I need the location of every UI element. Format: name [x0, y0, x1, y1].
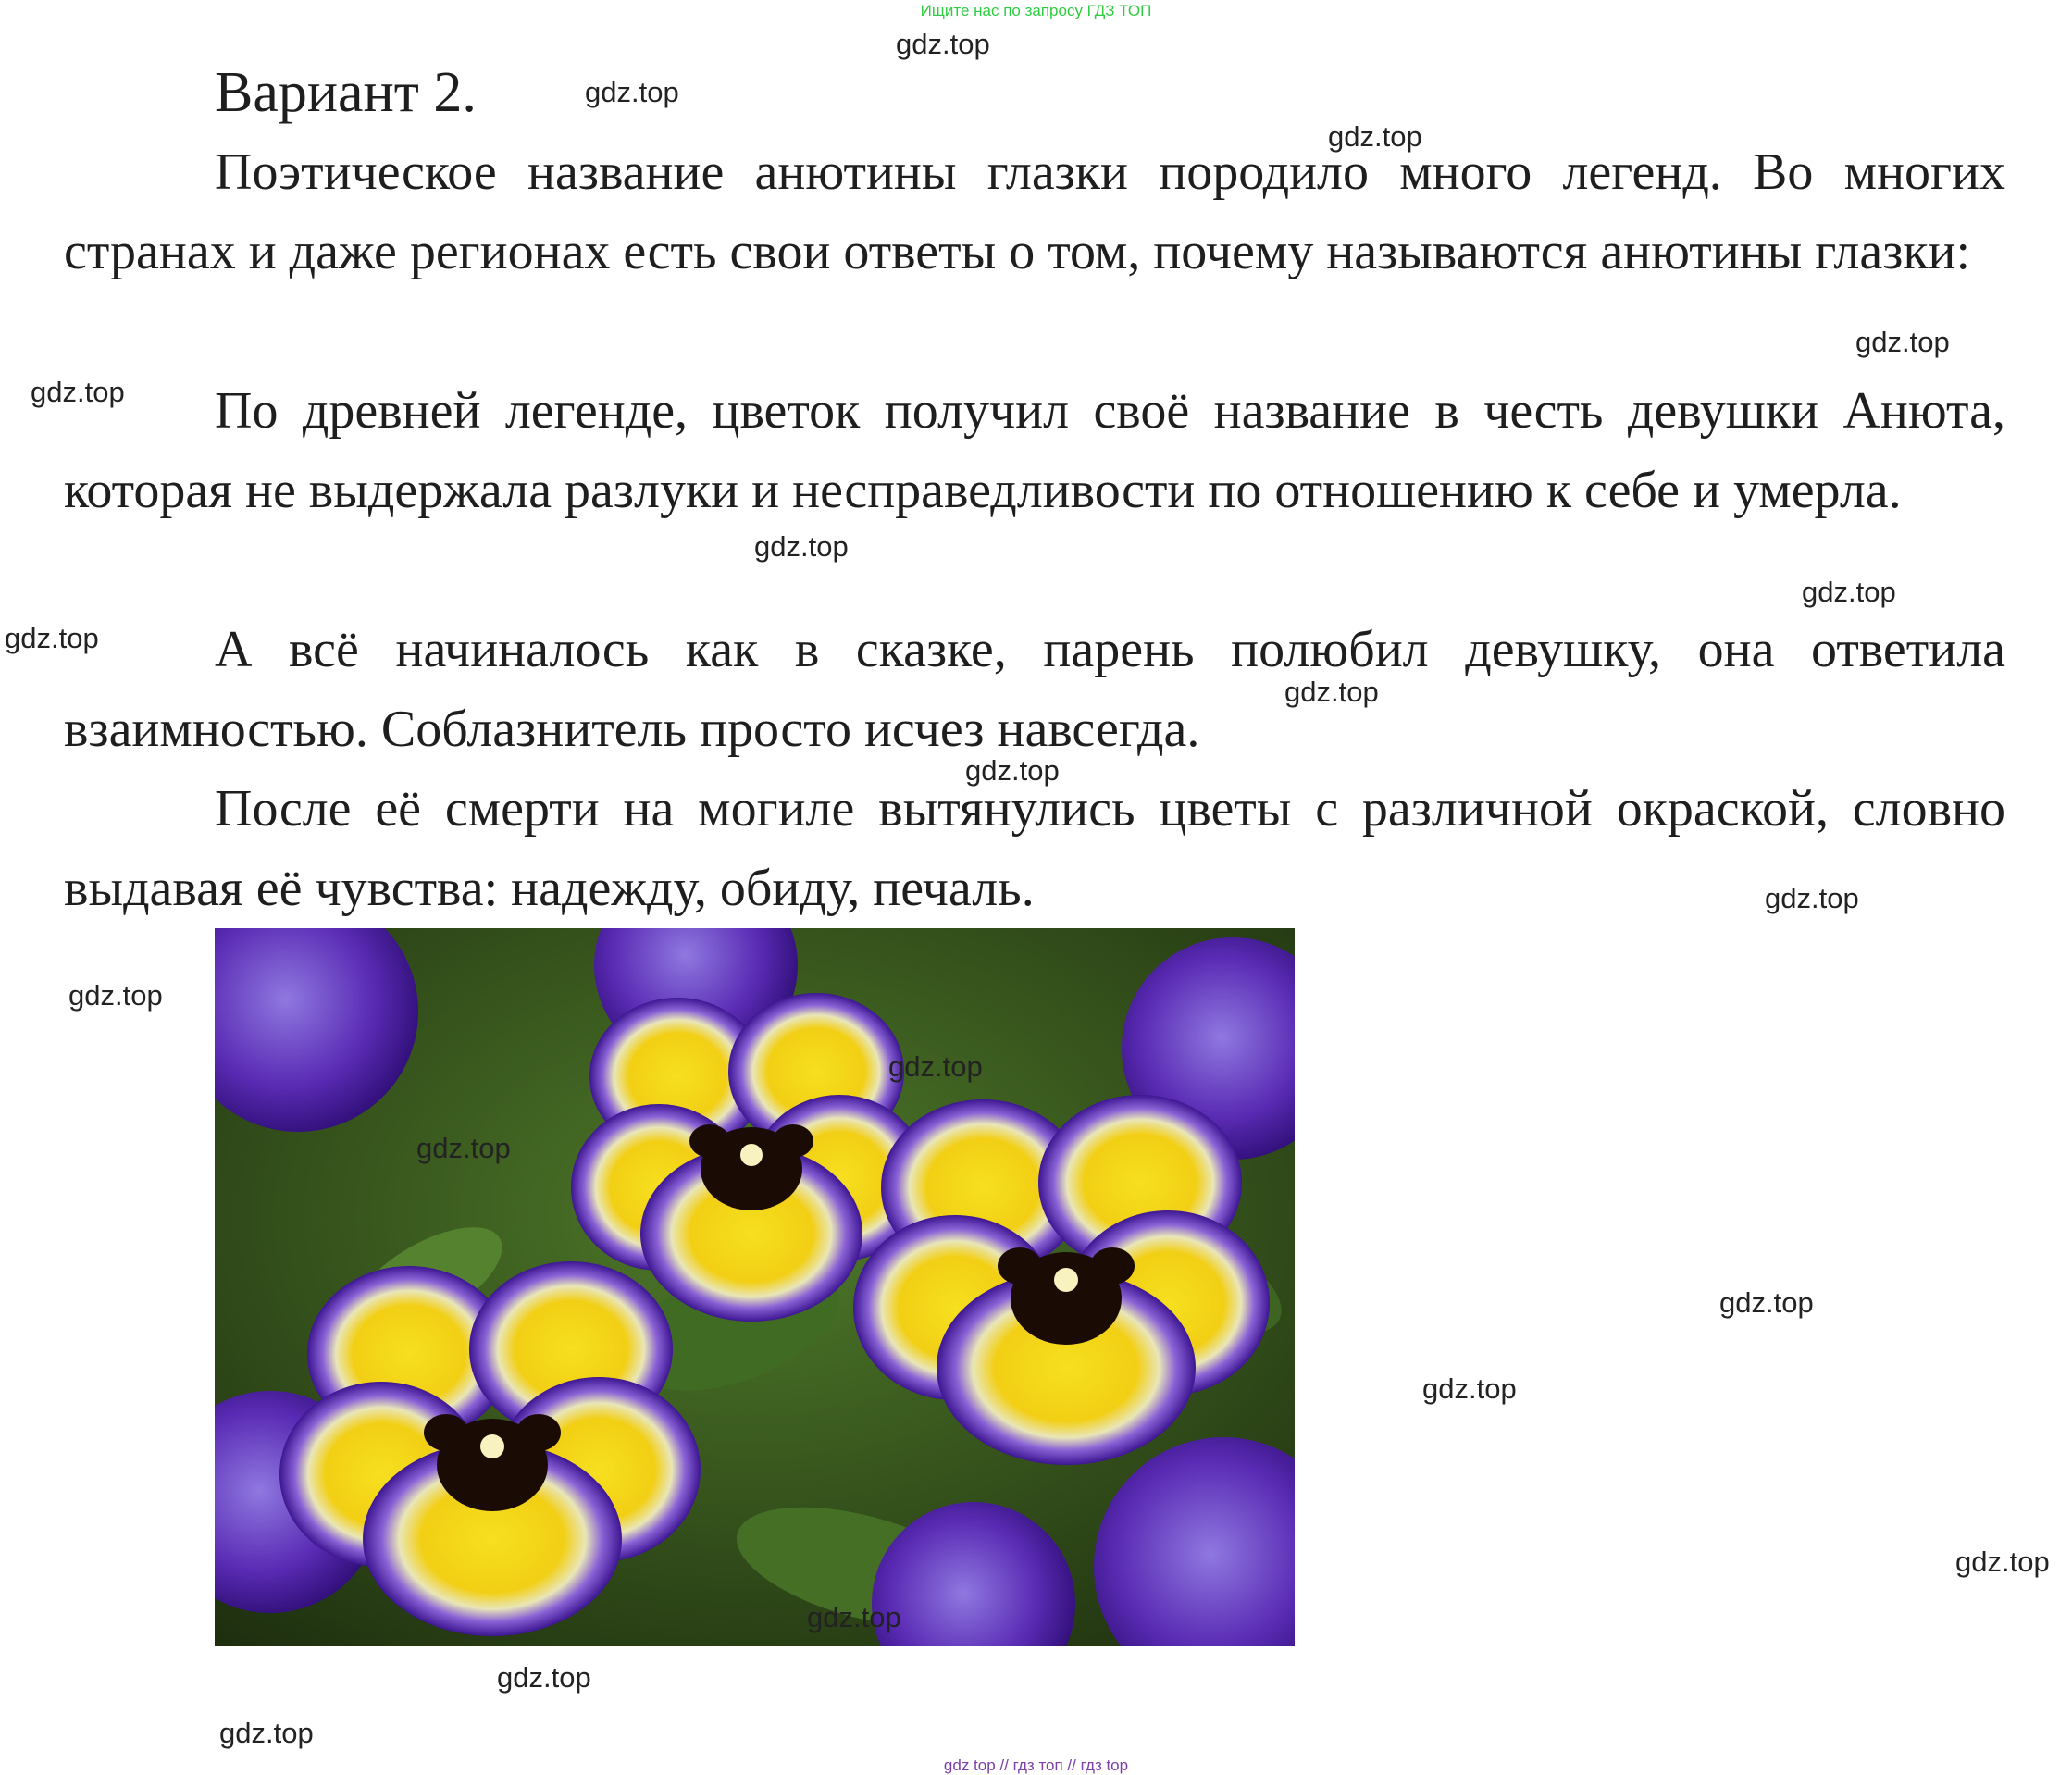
watermark: gdz.top — [416, 1132, 511, 1164]
watermark: gdz.top — [1719, 1286, 1814, 1319]
watermark: gdz.top — [585, 76, 679, 108]
paragraph-1: Поэтическое название анютины глазки породило много легенд. Во многих странах и даже регионах есть свои ответы о том, почему называются анютины глазки: — [64, 143, 2005, 280]
watermark: gdz.top — [1422, 1372, 1517, 1405]
watermark: gdz.top — [1802, 576, 1896, 608]
watermark: gdz.top — [219, 1717, 314, 1749]
footer-links[interactable]: gdz top // гдз топ // гдз top — [943, 1756, 1129, 1774]
watermark: gdz.top — [1765, 882, 1859, 914]
watermark: gdz.top — [1955, 1545, 2050, 1578]
watermark: gdz.top — [807, 1601, 901, 1633]
watermark: gdz.top — [1284, 676, 1379, 708]
watermark: gdz.top — [754, 530, 849, 563]
watermark: gdz.top — [888, 1050, 983, 1083]
watermark: gdz.top — [31, 376, 125, 408]
pansy-flowers-photo — [215, 928, 1295, 1646]
watermark: gdz.top — [5, 622, 99, 654]
watermark: gdz.top — [896, 28, 990, 60]
watermark: gdz.top — [965, 754, 1060, 787]
watermark: gdz.top — [68, 979, 163, 1012]
paragraph-2: По древней легенде, цветок получил своё название в честь девушки Анюта, которая не выдержала разлуки и несправедливости по отношению к себе и умерла. — [64, 382, 2005, 519]
watermark: gdz.top — [1855, 326, 1950, 358]
watermark: gdz.top — [497, 1661, 591, 1694]
watermark: gdz.top — [1328, 120, 1422, 153]
paragraph-3: А всё начиналось как в сказке, парень полюбил девушку, она ответила взаимностью. Соблазнитель просто исчез навсегда. — [64, 621, 2005, 758]
paragraph-4: После её смерти на могиле вытянулись цветы с различной окраской, словно выдавая её чувства: надежду, обиду, печаль. — [64, 780, 2005, 917]
top-banner: Ищите нас по запросу ГДЗ ТОП — [920, 2, 1152, 19]
variant-heading: Вариант 2. — [215, 61, 477, 124]
